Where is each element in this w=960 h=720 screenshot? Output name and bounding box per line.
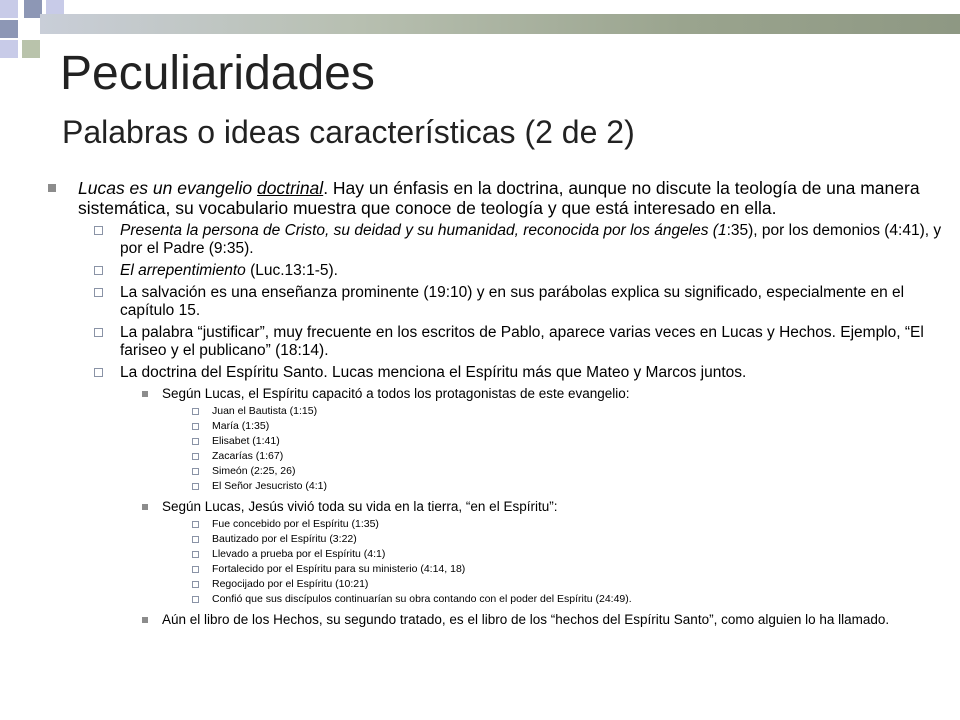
header-bar [40,14,960,34]
slide-subtitle: Palabras o ideas características (2 de 2) [62,114,635,150]
slide-content [46,178,946,631]
sub-list-item [46,593,946,606]
item-text: :35), por los demonios (4:41), y por el Padre (9:35). [120,222,942,257]
sub-list-item [46,420,946,433]
hollow-square-bullet-icon [94,226,103,235]
hollow-square-bullet-icon [192,453,199,460]
sub-item-text: Simeón (2:25, 26) [212,465,296,477]
sub-item-text: Fortalecido por el Espíritu para su ministerio (4:14, 18) [212,563,466,575]
sub-list-item [46,563,946,576]
hollow-square-bullet-icon [192,536,199,543]
sub-list-item [46,518,946,531]
sub-item-text: Confió que sus discípulos continuarían su obra contando con el poder del Espíritu (24:49). [212,593,632,605]
hollow-square-bullet-icon [192,468,199,475]
sub-point-text: Según Lucas, el Espíritu capacitó a todos los protagonistas de este evangelio: [162,386,630,401]
list-item [46,284,946,320]
sub-list-item [46,465,946,478]
sub-item-text: Juan el Bautista (1:15) [212,405,318,417]
slide-title: Peculiaridades [60,47,375,100]
list-item [46,222,946,258]
decor-square [0,40,18,58]
sub-item-text: Regocijado por el Espíritu (10:21) [212,578,369,590]
sub-item-text: Fue concebido por el Espíritu (1:35) [212,518,379,530]
sub-list-item [46,450,946,463]
sub-list-item [46,578,946,591]
sub-list-item [46,405,946,418]
list-item [46,324,946,360]
main-point-text: . Hay un énfasis en la doctrina, aunque no discute la teología de una manera sistemática, su vocabulario muestra que conoce de teología y que está interesado en ella. [78,178,920,218]
square-bullet-icon [142,617,148,623]
sub-point [46,386,946,402]
item-text: (Luc.13:1-5). [245,262,338,279]
square-bullet-icon [48,184,56,192]
sub-list-item [46,548,946,561]
hollow-square-bullet-icon [192,566,199,573]
list-item [46,262,946,280]
sub-point [46,499,946,515]
hollow-square-bullet-icon [94,288,103,297]
sub-point-text: Aún el libro de los Hechos, su segundo tratado, es el libro de los “hechos del Espíritu Santo”, como alguien lo ha llamado. [162,612,890,627]
item-text: La doctrina del Espíritu Santo. Lucas menciona el Espíritu más que Mateo y Marcos juntos. [120,364,747,381]
main-point-underlined: doctrinal [257,178,324,198]
hollow-square-bullet-icon [192,423,199,430]
sub-item-text: Bautizado por el Espíritu (3:22) [212,533,357,545]
hollow-square-bullet-icon [94,368,103,377]
sub-list-item [46,533,946,546]
hollow-square-bullet-icon [192,483,199,490]
hollow-square-bullet-icon [94,328,103,337]
hollow-square-bullet-icon [192,408,199,415]
main-point-italic: Lucas es un evangelio [78,178,258,198]
square-bullet-icon [142,391,148,397]
sub-item-text: Llevado a prueba por el Espíritu (4:1) [212,548,386,560]
decor-square [0,20,18,38]
item-italic: Presenta la persona de Cristo, su deidad y su humanidad, reconocida por los ángeles (1 [120,222,727,239]
item-text: La palabra “justificar”, muy frecuente en los escritos de Pablo, aparece varias veces en Lucas y Hechos. Ejemplo, “El fariseo y el publicano” (18:14). [120,324,924,359]
hollow-square-bullet-icon [192,551,199,558]
decor-square [22,40,40,58]
hollow-square-bullet-icon [192,596,199,603]
sub-point [46,612,946,628]
main-point [46,178,946,218]
square-bullet-icon [142,504,148,510]
item-text: La salvación es una enseñanza prominente (19:10) y en sus parábolas explica su significado, especialmente en el capítulo 15. [120,284,905,319]
sub-list-item [46,435,946,448]
hollow-square-bullet-icon [192,581,199,588]
sub-list-item [46,480,946,493]
item-italic: El arrepentimiento [120,262,246,279]
sub-item-text: Zacarías (1:67) [212,450,284,462]
sub-point-text: Según Lucas, Jesús vivió toda su vida en la tierra, “en el Espíritu”: [162,499,558,514]
hollow-square-bullet-icon [94,266,103,275]
sub-item-text: María (1:35) [212,420,270,432]
hollow-square-bullet-icon [192,438,199,445]
sub-item-text: El Señor Jesucristo (4:1) [212,480,327,492]
decor-square [0,0,18,18]
hollow-square-bullet-icon [192,521,199,528]
sub-item-text: Elisabet (1:41) [212,435,280,447]
list-item [46,364,946,382]
